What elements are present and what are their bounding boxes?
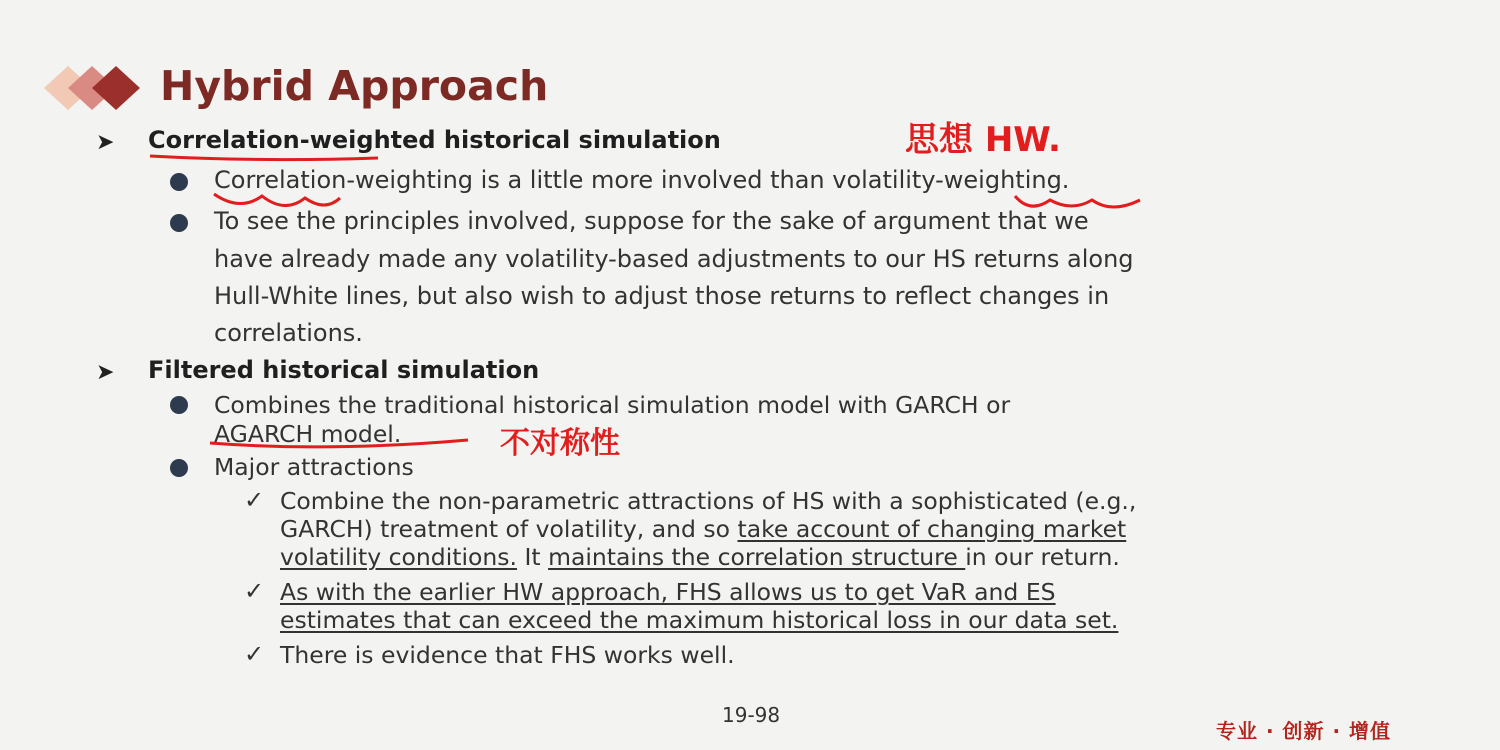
- section-heading-filtered: Filtered historical simulation: [148, 356, 540, 384]
- bullet-text-line: Hull-White lines, but also wish to adjust those returns to reflect changes in: [214, 282, 1110, 310]
- page-number: 19-98: [722, 703, 781, 727]
- attraction-line: Combine the non-parametric attractions of HS with a sophisticated (e.g.,: [280, 487, 1137, 515]
- arrowhead-icon: ➤: [96, 130, 115, 155]
- bullet-text-line: AGARCH model.: [214, 420, 402, 448]
- dot-icon: [170, 173, 188, 191]
- section-heading-correlation: Correlation-weighted historical simulation: [148, 126, 721, 154]
- bullet-text-line: have already made any volatility-based adjustments to our HS returns along: [214, 245, 1134, 273]
- attraction-line: There is evidence that FHS works well.: [280, 641, 735, 669]
- red-diamonds-icon: [40, 64, 150, 112]
- attraction-text: GARCH) treatment of volatility, and so: [280, 515, 738, 543]
- dot-icon: [170, 459, 188, 477]
- attraction-underlined-text: As with the earlier HW approach, FHS allows us to get VaR and ES: [280, 578, 1056, 606]
- bullet-text-line: To see the principles involved, suppose for the sake of argument that we: [214, 207, 1089, 235]
- arrowhead-icon: ➤: [96, 360, 115, 385]
- attraction-line: [280, 543, 1120, 571]
- dot-icon: [170, 214, 188, 232]
- attraction-text: in our return.: [965, 543, 1120, 571]
- attraction-text: It: [516, 543, 549, 571]
- handwritten-note: 思想 HW.: [905, 120, 1061, 160]
- slide-title: Hybrid Approach: [160, 62, 549, 110]
- checkmark-icon: ✓: [244, 577, 265, 605]
- bullet-text: Major attractions: [214, 453, 414, 481]
- attraction-underlined-text: volatility conditions.: [280, 543, 517, 571]
- handwritten-note: 不对称性: [500, 426, 620, 461]
- checkmark-icon: ✓: [244, 486, 265, 514]
- bullet-text-line: Combines the traditional historical simulation model with GARCH or: [214, 391, 1011, 419]
- bullet-text: Correlation-weighting is a little more involved than volatility-weighting.: [214, 166, 1070, 194]
- attraction-underlined-text: estimates that can exceed the maximum historical loss in our data set.: [280, 606, 1119, 634]
- bullet-text-line: correlations.: [214, 319, 363, 347]
- attraction-line: [280, 515, 1126, 543]
- checkmark-icon: ✓: [244, 640, 265, 668]
- attraction-underlined-text: maintains the correlation structure: [548, 543, 966, 571]
- footer-slogan: 专业 · 创新 · 增值: [1216, 719, 1392, 743]
- attraction-underlined-text: take account of changing market: [737, 515, 1127, 543]
- dot-icon: [170, 396, 188, 414]
